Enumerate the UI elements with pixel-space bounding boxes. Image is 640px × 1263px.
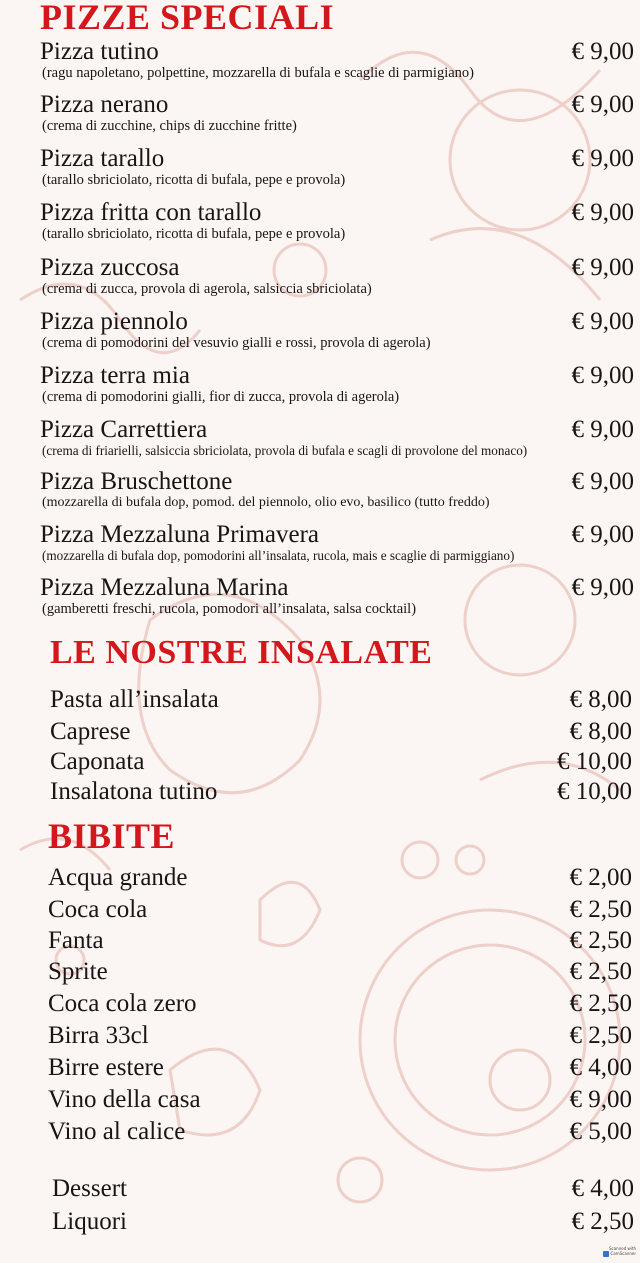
item-name: Pizza Mezzaluna Marina (40, 574, 289, 601)
item-price: € 9,00 (571, 199, 634, 226)
item-description: (tarallo sbriciolato, ricotta di bufala, pepe e provola) (42, 172, 346, 188)
menu-item (40, 308, 634, 351)
menu-item (48, 864, 632, 896)
item-name: Coca cola (48, 896, 148, 923)
item-price: € 9,00 (571, 468, 634, 495)
menu-item (40, 145, 634, 188)
menu-item (48, 990, 632, 1022)
item-price: € 4,00 (569, 1054, 632, 1081)
menu-item (48, 927, 632, 959)
item-price: € 9,00 (571, 574, 634, 601)
item-price: € 4,00 (571, 1175, 634, 1202)
item-name: Pizza Carrettiera (40, 416, 208, 443)
item-price: € 10,00 (557, 748, 632, 775)
item-name: Dessert (52, 1175, 127, 1202)
item-name: Vino al calice (48, 1118, 186, 1145)
item-name: Pizza nerano (40, 91, 169, 118)
menu-item (50, 718, 632, 750)
item-price: € 2,50 (571, 1208, 634, 1235)
menu-item (48, 1118, 632, 1150)
menu-item (52, 1175, 634, 1207)
section-title-insalate: LE NOSTRE INSALATE (50, 634, 433, 671)
menu-item (50, 778, 632, 810)
item-name: Birre estere (48, 1054, 164, 1081)
item-name: Pasta all’insalata (50, 686, 219, 713)
item-name: Birra 33cl (48, 1022, 149, 1049)
item-price: € 9,00 (571, 308, 634, 335)
item-description: (ragu napoletano, polpettine, mozzarella di bufala e scaglie di parmigiano) (42, 65, 475, 81)
menu-item (40, 468, 634, 510)
item-price: € 8,00 (569, 686, 632, 713)
item-price: € 9,00 (569, 1086, 632, 1113)
item-price: € 9,00 (571, 38, 634, 65)
item-description: (mozzarella di bufala dop, pomodorini all’insalata, rucola, mais e scaglie di parmiggiano) (42, 548, 515, 563)
item-name: Caprese (50, 718, 131, 745)
item-price: € 9,00 (571, 145, 634, 172)
item-description: (crema di pomodorini gialli, fior di zucca, provola di agerola) (42, 389, 400, 405)
item-price: € 9,00 (571, 416, 634, 443)
menu-item (50, 748, 632, 780)
item-name: Sprite (48, 958, 108, 985)
item-description: (mozzarella di bufala dop, pomod. del piennolo, olio evo, basilico (tutto freddo) (42, 495, 490, 510)
item-description: (crema di zucca, provola di agerola, salsiccia sbriciolata) (42, 281, 372, 297)
item-name: Pizza terra mia (40, 362, 190, 389)
menu-item (40, 521, 634, 563)
item-name: Pizza piennolo (40, 308, 188, 335)
menu-item (50, 686, 632, 718)
menu-item (40, 91, 634, 134)
menu-item (40, 254, 634, 297)
scanner-watermark (602, 1246, 636, 1260)
menu-item (52, 1208, 634, 1240)
item-price: € 2,50 (569, 958, 632, 985)
item-price: € 2,50 (569, 927, 632, 954)
item-name: Pizza Mezzaluna Primavera (40, 521, 320, 548)
item-price: € 5,00 (569, 1118, 632, 1145)
item-name: Pizza tutino (40, 38, 159, 65)
item-price: € 9,00 (571, 91, 634, 118)
item-price: € 10,00 (557, 778, 632, 805)
watermark-line1: Scanned with (608, 1246, 636, 1251)
item-description: (crema di friarielli, salsiccia sbriciolata, provola di bufala e scagli di provolone del monaco) (42, 443, 528, 458)
item-description: (crema di pomodorini del vesuvio gialli e rossi, provola di agerola) (42, 335, 431, 351)
watermark-line2: CamScanner (610, 1251, 636, 1256)
item-name: Pizza zuccosa (40, 254, 180, 281)
camscanner-logo-icon (603, 1251, 609, 1257)
item-price: € 9,00 (571, 521, 634, 548)
item-name: Fanta (48, 927, 104, 954)
menu-item (40, 38, 634, 81)
menu-item (40, 362, 634, 405)
item-price: € 8,00 (569, 718, 632, 745)
item-description: (gamberetti freschi, rucola, pomodori all’insalata, salsa cocktail) (42, 601, 417, 617)
item-name: Liquori (52, 1208, 127, 1235)
menu-item (48, 1086, 632, 1118)
item-description: (tarallo sbriciolato, ricotta di bufala, pepe e provola) (42, 226, 346, 242)
menu-item (48, 1054, 632, 1086)
item-price: € 2,00 (569, 864, 632, 891)
item-description: (crema di zucchine, chips di zucchine fritte) (42, 118, 297, 134)
item-name: Vino della casa (48, 1086, 201, 1113)
menu-item (40, 574, 634, 617)
item-name: Acqua grande (48, 864, 188, 891)
item-name: Insalatona tutino (50, 778, 218, 805)
item-name: Caponata (50, 748, 145, 775)
menu-item (48, 958, 632, 990)
menu-item (48, 1022, 632, 1054)
item-name: Pizza Bruschettone (40, 468, 233, 495)
menu-item (40, 416, 634, 458)
item-price: € 2,50 (569, 990, 632, 1017)
item-price: € 2,50 (569, 1022, 632, 1049)
item-name: Coca cola zero (48, 990, 197, 1017)
menu-item (40, 199, 634, 242)
section-title-bibite: BIBITE (48, 816, 176, 856)
item-price: € 2,50 (569, 896, 632, 923)
item-price: € 9,00 (571, 254, 634, 281)
menu-item (48, 896, 632, 928)
item-name: Pizza tarallo (40, 145, 165, 172)
item-price: € 9,00 (571, 362, 634, 389)
item-name: Pizza fritta con tarallo (40, 199, 262, 226)
section-title-pizze: PIZZE SPECIALI (40, 0, 335, 37)
